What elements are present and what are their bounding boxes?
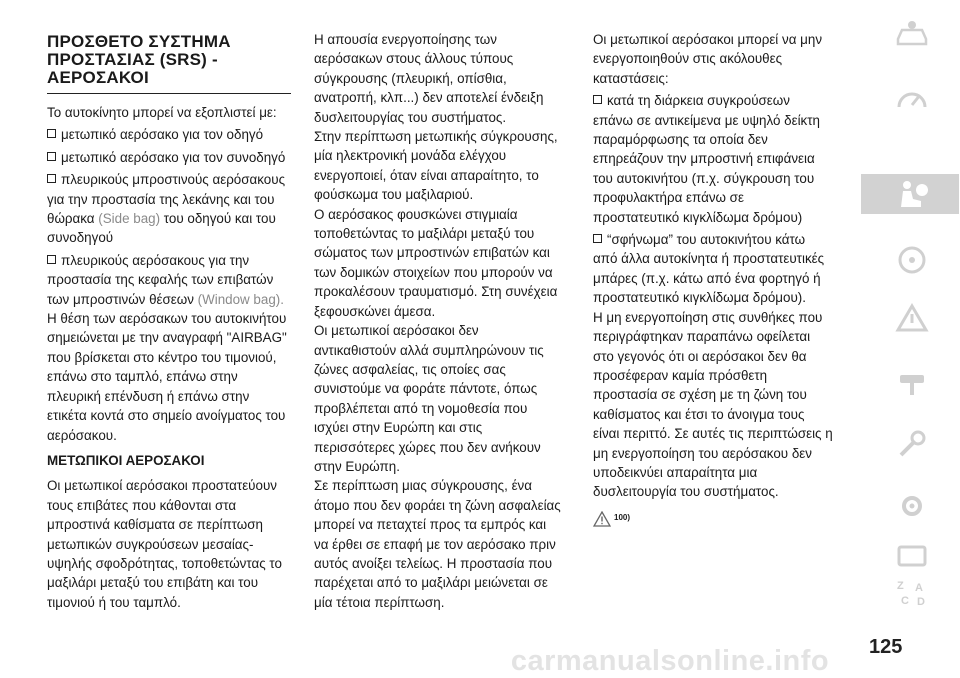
paragraph: Σε περίπτωση μιας σύγκρουσης, ένα άτομο που δεν φοράει τη ζώνη ασφαλείας μπορεί να πεταχτεί προς τα εμπρός και να έρθει σε επαφή με τον αερόσακο πριν αυτός ανοίξει τελείως. Η προστασία που παρέχεται από το μαξιλάρι μειώνεται σε μία τέτοια περίπτωση. [314, 478, 561, 610]
equipment-item [47, 251, 291, 309]
page-title: ΠΡΟΣΘΕΤΟ ΣΥΣΤΗΜΑ ΠΡΟΣΤΑΣΙΑΣ (SRS) - ΑΕΡΟΣΑΚΟΙ [47, 32, 231, 87]
tab-index[interactable] [861, 572, 959, 612]
paragraph: Οι μετωπικοί αερόσακοι δεν αντικαθιστούν αλλά συμπληρώνουν τις ζώνες ασφαλείας, τις οποίες σας συνιστούμε να φοράτε πάντοτε, όπως προβλέπεται από τη νομοθεσία που ισχύει στην Ευρώπη και στις περισσότερες χώρες που δεν ανήκουν στην Ευρώπη. [314, 323, 544, 474]
column-1 [47, 30, 291, 612]
checkbox-bullet-icon [47, 152, 56, 161]
tab-starting-driving[interactable] [861, 240, 959, 280]
column-3 [593, 30, 833, 527]
list-item-text: “σφήνωμα” του αυτοκινήτου κάτω από άλλα αυτοκίνητα ή προστατευτικές μπάρες (π.χ. κάτω από ένα φορτηγό ή προστατευτικό κιγκλίδωμα δρόμου). [593, 232, 825, 306]
tab-multimedia[interactable] [861, 536, 959, 576]
tab-emergency[interactable] [861, 298, 959, 338]
multimedia-icon [895, 541, 929, 571]
svg-text:Z: Z [897, 580, 904, 592]
wrench-car-icon [895, 429, 929, 459]
checkbox-bullet-icon [593, 234, 602, 243]
warning-triangle-icon [593, 511, 611, 527]
checkbox-bullet-icon [47, 255, 56, 264]
checkbox-bullet-icon [47, 174, 56, 183]
tab-safety[interactable] [861, 174, 959, 214]
column-2 [314, 30, 562, 612]
warning-reference-label: 100) [614, 512, 631, 522]
watermark: carmanualsonline.info [510, 645, 830, 677]
paragraph: Οι μετωπικοί αερόσακοι μπορεί να μην ενεργοποιηθούν στις ακόλουθες καταστάσεις: [593, 32, 823, 86]
svg-text:D: D [917, 596, 925, 607]
car-lift-icon [895, 367, 929, 397]
equipment-item [47, 170, 291, 248]
paragraph: Η μη ενεργοποίηση στις συνθήκες που περιγράφτηκαν παραπάνω οφείλεται στο γεγονός ότι οι αερόσακοι δεν θα προσέφεραν καμία πρόσθετη προστασία σε σχέση με τη ζώνη του καθίσματος και έτσι το άνοιγμα τους είναι περιττό. Σε αυτές τις περιπτώσεις η μη ενεργοποίηση του αερόσακου δεν υποδεικνύει απαραίτητα μια δυσλειτουργία του συστήματος. [593, 309, 833, 500]
tab-car-info[interactable] [861, 14, 959, 54]
tab-servicing[interactable] [861, 362, 959, 402]
equipment-item-text: μετωπικό αερόσακο για τον οδηγό [61, 127, 264, 143]
list-item [593, 230, 833, 308]
paragraph: Ο αερόσακος φουσκώνει στιγμιαία τοποθετώντας το μαξιλάρι μεταξύ του σώματος των μπροστινών επιβατών και των δομικών στοιχείων που μπορούν να προκαλέσουν τραυματισμό. Στη συνέχεια ξεφουσκώνει άμεσα. [314, 206, 558, 319]
equipment-item-text: πλευρικούς μπροστινούς αερόσακους για την προστασία της λεκάνης και του θώρακα [47, 172, 286, 227]
tab-maintenance[interactable] [861, 424, 959, 464]
page-number: 125 [869, 636, 903, 658]
warning-reference[interactable] [593, 508, 833, 527]
equipment-item-after: του οδηγού και του συνοδηγού [47, 211, 276, 246]
tab-instruments[interactable] [861, 78, 959, 118]
warning-triangle-icon [895, 303, 929, 333]
technical-data-icon [895, 491, 929, 521]
list-item-text: κατά τη διάρκεια συγκρούσεων επάνω σε αντικείμενα με υψηλό δείκτη παραμόρφωσης τα οποία δεν επηρεάζουν την μπροστινή επιφάνεια του αυτοκινήτου (π.χ. σύγκρουση του προφυλακτήρα επάνω σε προστατευτικό κιγκλίδωμα δρόμου) [593, 93, 820, 225]
svg-text:A: A [915, 582, 923, 594]
equipment-item-text: πλευρικούς αερόσακους για την προστασία της κεφαλής των επιβατών των μπροστινών θέσεων [47, 252, 274, 307]
steering-wheel-icon [895, 245, 929, 275]
checkbox-bullet-icon [47, 129, 56, 138]
tab-technical-data[interactable] [861, 486, 959, 526]
car-info-icon [895, 19, 929, 49]
checkbox-bullet-icon [593, 95, 602, 104]
equipment-item [47, 125, 291, 144]
equipment-item-text: μετωπικό αερόσακο για τον συνοδηγό [61, 149, 286, 165]
paragraph: Στην περίπτωση μετωπικής σύγκρουσης, μία ηλεκτρονική μονάδα ελέγχου ενεργοποιεί, όταν είναι απαραίτητο, το φούσκωμα του μαξιλαριού. [314, 129, 558, 203]
svg-text:C: C [901, 595, 909, 607]
equipment-item-note: (Side bag) [98, 211, 161, 227]
equipment-item [47, 148, 291, 167]
location-text: Η θέση των αερόσακων του αυτοκινήτου σημειώνεται με την αναγραφή "AIRBAG" που βρίσκεται στο κέντρο του τιμονιού, επάνω στο ταμπλό, επάνω στην πλευρική επένδυση ή επάνω στην ετικέτα κοντά στο σημείο ανοίγματος του αερόσακου. [47, 311, 287, 443]
intro-text: Το αυτοκίνητο μπορεί να εξοπλιστεί με: [47, 105, 277, 120]
chapter-index-sidebar [851, 0, 960, 678]
airbag-safety-icon [895, 179, 929, 209]
frontal-airbags-text: Οι μετωπικοί αερόσακοι προστατεύουν τους επιβάτες που κάθονται στα μπροστινά καθίσματα σε περίπτωση μετωπικών συγκρούσεων μεσαίας-υψηλής σφοδρότητας, τοποθετώντας το μαξιλάρι μεταξύ του επιβάτη και του τιμονιού ή του ταμπλό. [47, 478, 282, 610]
speedometer-icon [895, 83, 929, 113]
paragraph: Η απουσία ενεργοποίησης των αερόσακων στους άλλους τύπους σύγκρουσης (πλευρική, οπίσθια, ανατροπή, κλπ...) δεν αποτελεί ένδειξη δυσλειτουργίας του συστήματος. [314, 32, 544, 125]
section-heading: ΜΕΤΩΠΙΚΟΙ ΑΕΡΟΣΑΚΟΙ [47, 452, 205, 468]
equipment-item-note: (Window bag). [197, 291, 284, 307]
title-divider [47, 93, 291, 94]
list-item [593, 91, 833, 227]
index-az-icon [895, 577, 929, 607]
